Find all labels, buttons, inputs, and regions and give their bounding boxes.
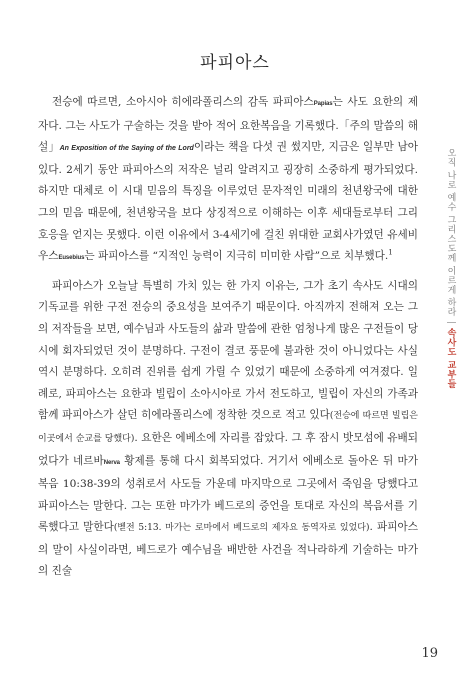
footnote-marker: 1 — [388, 248, 393, 257]
parenthetical-note: (벧전 5:13. 마가는 로마에서 베드로의 제자요 동역자로 있었다) — [113, 523, 370, 534]
text-run: 황제를 통해 다시 회복되었다. 거기서 에베소로 돌아온 뒤 마가복음 10:38-39의 성취로서 사도들 가운데 마지막으로 그곳에서 죽임을 당했다고 파피아스는 말한다. 그는 또한 마가가 베드로의 증언을 토대로 자신의 복음서를 기록했다고 말한다 — [38, 454, 418, 534]
text-run: 전승에 따르면, 소아시아 히에라폴리스의 감독 파피아스 — [52, 96, 314, 108]
book-title-english: An Exposition of the Saying of the Lord — [59, 145, 194, 153]
paragraph — [38, 92, 418, 270]
page-title: 파피아스 — [200, 53, 270, 73]
divider: | — [446, 320, 456, 325]
original-name-nerva: Nerva — [103, 459, 120, 466]
parenthetical-note: (전승에 따르면 빌립은 이곳에서 순교를 당했다) — [38, 411, 418, 444]
text-run: . 파피아스의 말이 사실이라면, 베드로가 예수님을 배반한 사건을 적나라하게 기술하는 마가의 진술 — [38, 521, 418, 578]
original-name-papias: Papias — [313, 101, 333, 107]
text-run: 는 파피아스를 “지적인 능력이 지극히 미미한 사람”으로 치부했다. — [84, 250, 389, 263]
running-head-vertical — [441, 148, 461, 408]
body-text — [38, 92, 418, 583]
text-run: 는 사도 요한의 제자다. 그는 사도가 구술하는 것을 받아 적어 요한복음을 기록했다.「주의 말씀의 해설」 — [38, 96, 418, 154]
original-name-eusebius: Eusebius — [58, 255, 85, 262]
text-run: 이라는 책을 다섯 권 썼지만, 지금은 일부만 남아 있다. 2세기 동안 파피아스의 저작은 널리 알려지고 굉장히 소중하게 평가되었다. 하지만 대체로 이 시대 믿음의 특징을 이루었던 문자적인 미래의 천년왕국에 대한 그의 믿음 때문에, 천년왕국을 보다 상징적으로 이해하는 이후 세대들로부터 그리 호응을 얻지는 못했다. 이런 이유에서 3-4세기에 걸친 위대한 교회사가였던 유세비우스 — [38, 141, 418, 263]
series-title: 오직 나로 예수 그리스도께 이르게 하라 — [445, 148, 456, 317]
page-number: 19 — [421, 646, 438, 661]
text-run: 파피아스가 오늘날 특별히 가치 있는 한 가지 이유는, 그가 초기 속사도 시대의 기독교를 위한 구전 전승의 중요성을 보여주기 때문이다. 아직까지 전해져 오는 그의 저작들을 보면, 예수님과 사도들의 삶과 말씀에 관한 엄청나게 많은 구전들이 당시에 회자되었던 것이 분명하다. 구전이 결코 풍문에 불과한 것이 아니었다는 사실 역시 분명하다. 오히려 진위를 쉽게 가릴 수 있었기 때문에 소중하게 여겨졌다. 일례로, 파피아스는 요한과 빌립이 소아시아로 가서 전도하고, 빌립이 자신의 가족과 함께 파피아스가 살던 히에라폴리스에 정착한 것으로 적고 있다 — [38, 279, 418, 422]
paragraph — [38, 276, 418, 583]
volume-title: 속사도 교부들 — [445, 328, 456, 389]
text-run: . 요한은 에베소에 자리를 잡았다. 그 후 잠시 밧모섬에 유배되었다가 네르바 — [38, 431, 418, 467]
